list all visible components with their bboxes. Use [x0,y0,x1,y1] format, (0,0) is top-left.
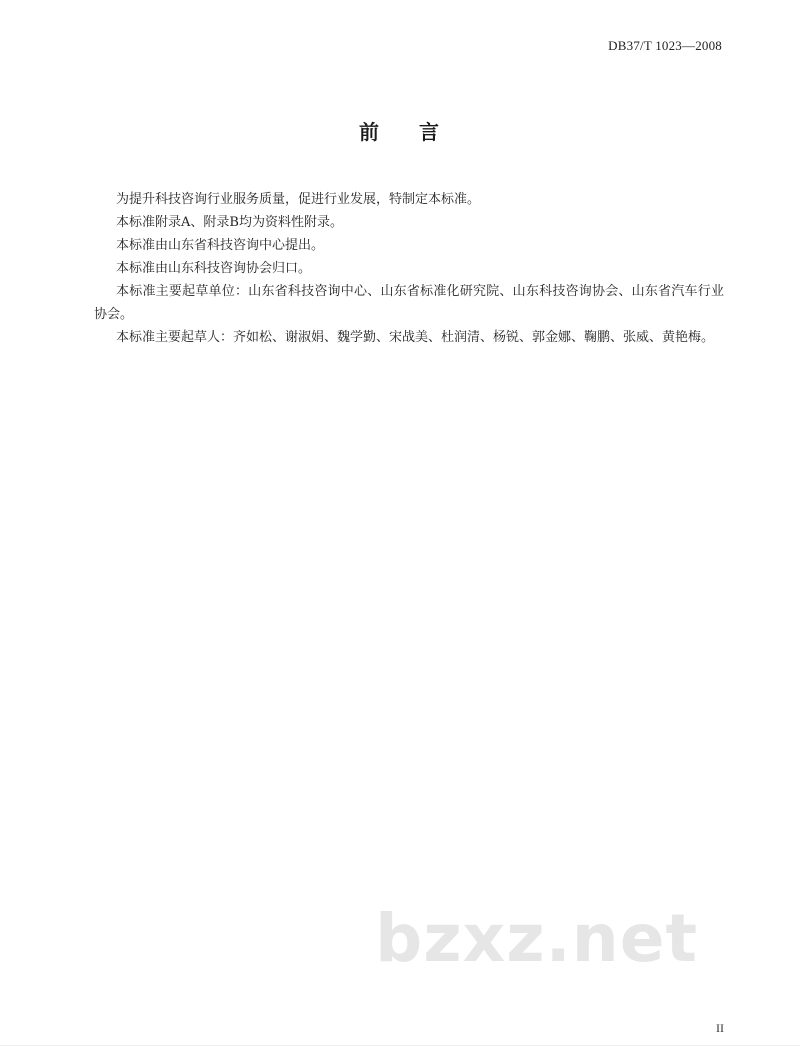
watermark-logo: bzxz.net [375,900,699,977]
paragraph-appendix: 本标准附录A、附录B均为资料性附录。 [116,215,343,230]
foreword-body [94,188,724,349]
page-number: II [716,1021,724,1035]
document-code: DB37/T 1023—2008 [608,38,722,53]
paragraph-drafters: 本标准主要起草人：齐如松、谢淑娟、魏学勤、宋战美、杜润清、杨锐、郭金娜、鞠鹏、张威、黄艳梅。 [116,330,715,345]
page-bottom-edge [0,1045,800,1046]
section-title-char-1: 前 [359,120,381,144]
section-title-char-2: 言 [419,120,441,144]
paragraph-proposer: 本标准由山东省科技咨询中心提出。 [116,238,325,253]
paragraph-administrator: 本标准由山东科技咨询协会归口。 [116,261,312,276]
section-title [0,116,800,145]
paragraph-drafting-units: 本标准主要起草单位：山东省科技咨询中心、山东省标准化研究院、山东科技咨询协会、山东省汽车行业协会。 [94,284,724,322]
paragraph-purpose: 为提升科技咨询行业服务质量，促进行业发展，特制定本标准。 [116,192,481,207]
